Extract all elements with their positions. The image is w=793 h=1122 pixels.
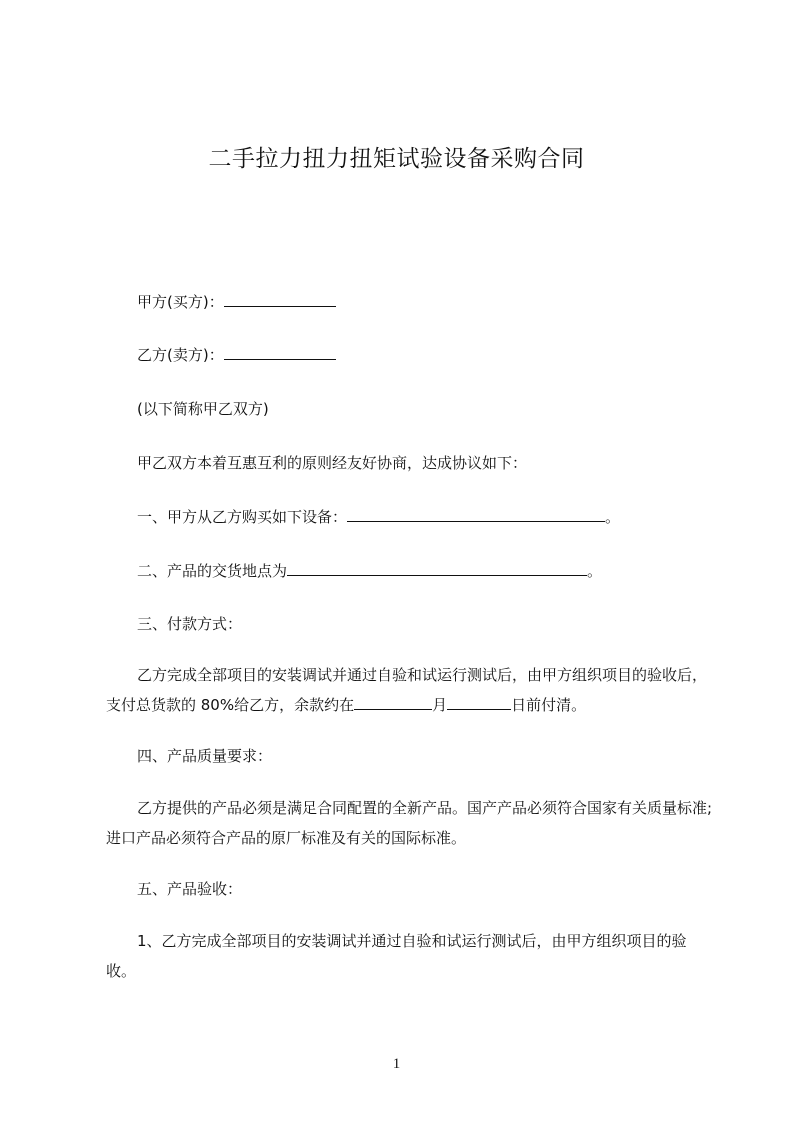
- clause-3-heading: 三、付款方式：: [137, 615, 243, 633]
- clause-4-text-body: 乙方提供的产品必须是满足合同配置的全新产品。国产产品必须符合国家有关质量标准;进口产品必须符合产品的原厂标准及有关的国际标准。: [106, 799, 713, 847]
- clause-2-end: 。: [587, 562, 603, 580]
- clause-4-text: [106, 793, 716, 853]
- clause-5-heading: 五、产品验收：: [137, 880, 243, 898]
- party-a-blank: [224, 292, 336, 307]
- clause-1-end: 。: [605, 508, 621, 526]
- clause-5-item-1: [106, 926, 716, 986]
- clause-1: [137, 506, 620, 527]
- abbreviation-note: (以下简称甲乙双方): [137, 400, 269, 418]
- clause-5-item-1-text: 1、乙方完成全部项目的安装调试并通过自验和试运行测试后，由甲方组织项目的验收。: [106, 932, 687, 980]
- clause-3-text-b: 日前付清。: [511, 696, 587, 714]
- delivery-location-blank: [287, 561, 587, 576]
- party-b-line: [137, 344, 336, 365]
- clause-3-month: 月: [432, 696, 448, 714]
- balance-month-blank: [354, 695, 432, 710]
- balance-day-blank: [447, 695, 511, 710]
- preamble: 甲乙双方本着互惠互利的原则经友好协商，达成协议如下：: [137, 454, 528, 472]
- party-b-blank: [224, 345, 336, 360]
- clause-3-text-a: 乙方完成全部项目的安装调试并通过自验和试运行测试后，由甲方组织项目的验收后，支付总货款的 80%给乙方，余款约在: [106, 666, 708, 714]
- clause-2-label: 二、产品的交货地点为: [137, 562, 288, 580]
- document-title: 二手拉力扭力扭矩试验设备采购合同: [208, 146, 585, 172]
- party-a-label: 甲方(买方)：: [137, 293, 224, 311]
- equipment-blank: [347, 507, 605, 522]
- page-number: 1: [392, 1056, 401, 1072]
- clause-4-heading: 四、产品质量要求：: [137, 747, 273, 765]
- party-b-label: 乙方(卖方)：: [137, 346, 224, 364]
- clause-1-label: 一、甲方从乙方购买如下设备：: [137, 508, 348, 526]
- clause-3-text: [106, 660, 716, 720]
- clause-2: [137, 560, 602, 581]
- party-a-line: [137, 291, 336, 312]
